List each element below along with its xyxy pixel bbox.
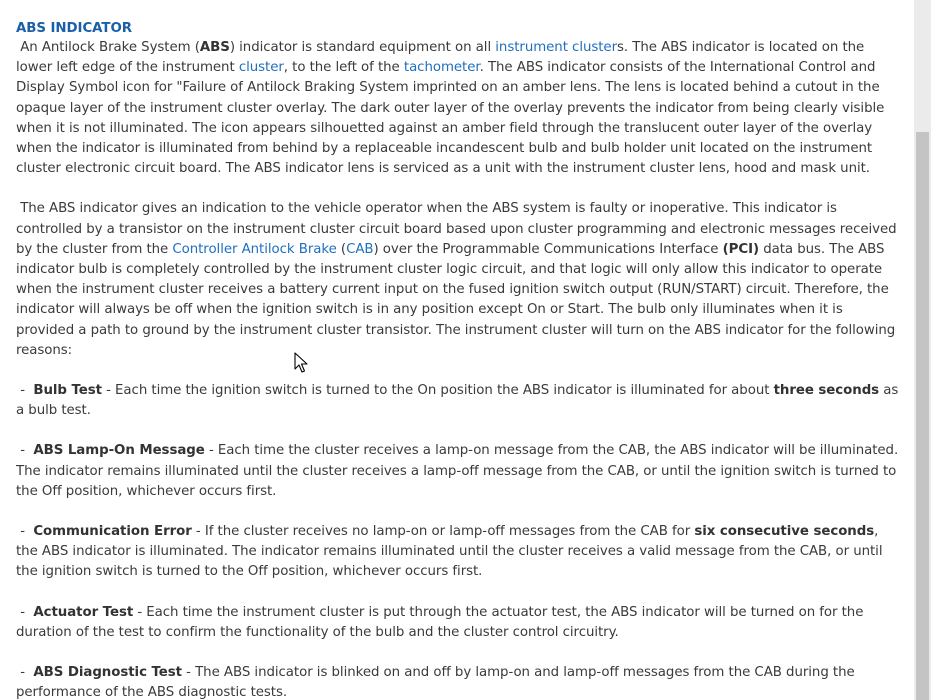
paragraph-operation (16, 199, 900, 361)
text-span: - The ABS indicator is blinked on and off by lamp-on and lamp-off messages from the CAB during the performance of the ABS diagnostic tests. (16, 665, 855, 700)
text-span: - Each time the cluster receives a lamp-on message from the CAB, the ABS indicator will be illuminated. The indicator remains illuminated until the cluster receives a lamp-off message from the CAB, or until the ignition switch is turned to the Off position, whichever occurs first. (16, 443, 899, 499)
text-span: , to the left of the (283, 60, 404, 76)
mouse-pointer-icon (294, 352, 308, 374)
link-tachometer[interactable]: tachometer (403, 60, 480, 76)
scrollbar-edge (931, 0, 938, 700)
bold-term: three seconds (773, 383, 880, 399)
list-item-label: Communication Error (33, 524, 192, 540)
article-content (16, 20, 900, 700)
section-title: ABS INDICATOR (16, 21, 132, 36)
link-controller-antilock-brake[interactable]: Controller Antilock Brake (172, 241, 337, 257)
list-item-communication-error (16, 522, 900, 583)
text-span: data bus. The ABS indicator bulb is completely controlled by the instrument cluster logic circuit, and that logic will only allow this indicator to operate when the instrument cluster receives a battery current input on the fused ignition switch output (RUN/START) circuit. Therefore, the indicator will always be off when the ignition switch is in any position except On or Start. The bulb only illuminates when it is provided a path to ground by the instrument cluster transistor. The instrument cluster will turn on the ABS indicator for the following reasons: (16, 241, 896, 358)
text-span: ) over the Programmable Communications Interface (373, 241, 723, 257)
list-item-bulb-test (16, 381, 900, 421)
text-span: s. The ABS indicator is located on the lower left edge of the instrument (16, 40, 865, 76)
list-dash: - (20, 665, 25, 681)
text-span: as a bulb test. (16, 383, 899, 419)
list-dash: - (20, 443, 25, 459)
list-item-lamp-on-message (16, 441, 900, 502)
text-span: An Antilock Brake System ( (20, 40, 200, 55)
bold-term: ABS (199, 40, 230, 55)
text-span: - Each time the ignition switch is turned to the On position the ABS indicator is illuminated for about (101, 383, 774, 399)
text-span: - Each time the instrument cluster is put through the actuator test, the ABS indicator will be turned on for the duration of the test to confirm the functionality of the bulb and the cluster control circuitry. (16, 604, 864, 640)
text-span: ( (336, 241, 347, 257)
text-span: - If the cluster receives no lamp-on or lamp-off messages from the CAB for (191, 524, 695, 540)
text-span: The ABS indicator gives an indication to the vehicle operator when the ABS system is faulty or inoperative. This indicator is controlled by a transistor on the instrument cluster circuit board based upon cluster programming and electronic messages received by the cluster from the (16, 201, 897, 257)
text-span: . The ABS indicator consists of the International Control and Display Symbol icon for "Failure of Antilock Braking System imprinted on an amber lens. The lens is located behind a cutout in the opaque layer of the instrument cluster overlay. The dark outer layer of the overlay prevents the indicator from being clearly visible when it is not illuminated. The icon appears silhouetted against an amber field through the translucent outer layer of the overlay when the indicator is illuminated from behind by a replaceable incandescent bulb and bulb holder unit located on the instrument cluster electronic circuit board. The ABS indicator lens is serviced as a unit with the instrument cluster lens, hood and mask unit. (16, 60, 885, 177)
paragraph-description (16, 38, 900, 179)
list-item-label: Actuator Test (33, 604, 134, 620)
text-span: ) indicator is standard equipment on all (229, 40, 496, 55)
link-instrument-cluster[interactable]: instrument cluster (495, 40, 618, 55)
list-item-diagnostic-test (16, 663, 900, 700)
list-dash: - (20, 604, 25, 620)
link-cab[interactable]: CAB (346, 241, 374, 257)
list-item-actuator-test (16, 603, 900, 643)
list-item-label: ABS Lamp-On Message (33, 443, 205, 459)
list-dash: - (20, 524, 25, 540)
bold-term: (PCI) (722, 241, 760, 257)
bold-term: six consecutive seconds (694, 524, 875, 540)
link-cluster[interactable]: cluster (238, 60, 284, 76)
scrollbar-thumb[interactable] (916, 132, 929, 700)
text-span: , the ABS indicator is illuminated. The indicator remains illuminated until the cluster receives a valid message from the CAB, or until the ignition switch is turned to the Off position, whichever occurs first. (16, 524, 883, 580)
list-item-label: Bulb Test (33, 383, 102, 399)
list-item-label: ABS Diagnostic Test (33, 665, 182, 681)
list-dash: - (20, 383, 25, 399)
